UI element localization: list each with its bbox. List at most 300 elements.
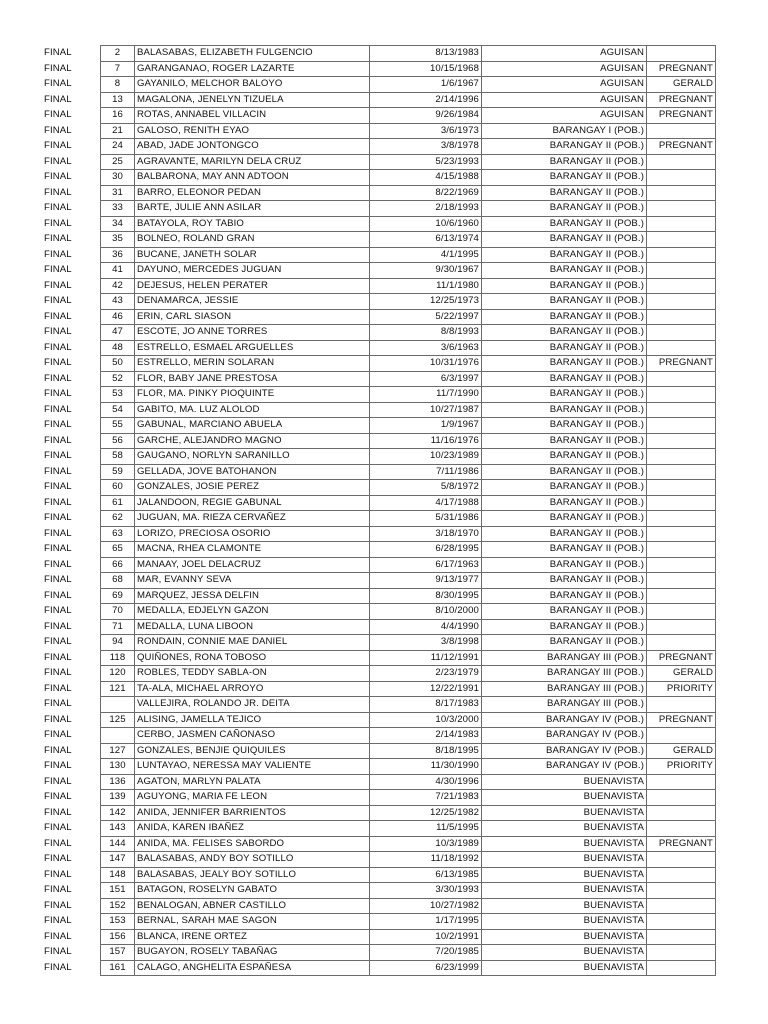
remark-cell: GERALD [647, 77, 716, 93]
full-name-cell: MEDALLA, LUNA LIBOON [135, 619, 370, 635]
full-name-cell: ALISING, JAMELLA TEJICO [135, 712, 370, 728]
birth-date-cell: 6/13/1974 [370, 232, 482, 248]
table-row [0, 46, 716, 62]
record-number-cell: 52 [101, 371, 135, 387]
full-name-cell: LUNTAYAO, NERESSA MAY VALIENTE [135, 759, 370, 775]
status-cell: FINAL [44, 884, 72, 896]
birth-date-cell: 2/14/1996 [370, 92, 482, 108]
status-cell: FINAL [44, 155, 72, 167]
status-cell: FINAL [44, 961, 72, 973]
barangay-cell: BARANGAY II (POB.) [482, 604, 647, 620]
birth-date-cell: 9/30/1967 [370, 263, 482, 279]
status-cell: FINAL [44, 47, 72, 59]
remark-cell [647, 185, 716, 201]
status-cell: FINAL [44, 450, 72, 462]
status-cell: FINAL [44, 930, 72, 942]
status-cell: FINAL [44, 419, 72, 431]
record-number-cell: 16 [101, 108, 135, 124]
record-number-cell: 153 [101, 914, 135, 930]
table-row [0, 650, 716, 666]
barangay-cell: BUENAVISTA [482, 805, 647, 821]
record-number-cell: 55 [101, 418, 135, 434]
full-name-cell: RONDAIN, CONNIE MAE DANIEL [135, 635, 370, 651]
full-name-cell: JUGUAN, MA. RIEZA CERVAÑEZ [135, 511, 370, 527]
remark-cell [647, 123, 716, 139]
table-row [0, 123, 716, 139]
barangay-cell: BARANGAY II (POB.) [482, 154, 647, 170]
full-name-cell: MARQUEZ, JESSA DELFIN [135, 588, 370, 604]
birth-date-cell: 3/8/1998 [370, 635, 482, 651]
table-row [0, 201, 716, 217]
remark-cell: PREGNANT [647, 108, 716, 124]
barangay-cell: BARANGAY II (POB.) [482, 619, 647, 635]
record-number-cell: 71 [101, 619, 135, 635]
table-row [0, 294, 716, 310]
full-name-cell: BARRO, ELEONOR PEDAN [135, 185, 370, 201]
table-row [0, 697, 716, 713]
table-row [0, 759, 716, 775]
birth-date-cell: 5/22/1997 [370, 309, 482, 325]
birth-date-cell: 11/1/1980 [370, 278, 482, 294]
status-cell: FINAL [44, 341, 72, 353]
remark-cell [647, 867, 716, 883]
record-number-cell: 66 [101, 557, 135, 573]
barangay-cell: BARANGAY II (POB.) [482, 232, 647, 248]
birth-date-cell: 6/17/1963 [370, 557, 482, 573]
remark-cell [647, 418, 716, 434]
record-number-cell: 148 [101, 867, 135, 883]
record-number-cell: 50 [101, 356, 135, 372]
barangay-cell: AGUISAN [482, 77, 647, 93]
remark-cell: PREGNANT [647, 356, 716, 372]
full-name-cell: AGRAVANTE, MARILYN DELA CRUZ [135, 154, 370, 170]
table-row [0, 914, 716, 930]
record-number-cell [101, 728, 135, 744]
remark-cell [647, 387, 716, 403]
status-cell: FINAL [44, 202, 72, 214]
birth-date-cell: 11/18/1992 [370, 852, 482, 868]
table-row [0, 821, 716, 837]
birth-date-cell: 7/20/1985 [370, 945, 482, 961]
barangay-cell: BARANGAY IV (POB.) [482, 743, 647, 759]
full-name-cell: GELLADA, JOVE BATOHANON [135, 464, 370, 480]
full-name-cell: BUGAYON, ROSELY TABAÑAG [135, 945, 370, 961]
status-cell: FINAL [44, 791, 72, 803]
barangay-cell: BARANGAY II (POB.) [482, 139, 647, 155]
table-row [0, 309, 716, 325]
full-name-cell: LORIZO, PRECIOSA OSORIO [135, 526, 370, 542]
record-number-cell: 63 [101, 526, 135, 542]
birth-date-cell: 5/23/1993 [370, 154, 482, 170]
barangay-cell: AGUISAN [482, 92, 647, 108]
birth-date-cell: 10/3/2000 [370, 712, 482, 728]
barangay-cell: BARANGAY II (POB.) [482, 418, 647, 434]
birth-date-cell: 10/6/1960 [370, 216, 482, 232]
table-row [0, 557, 716, 573]
barangay-cell: BARANGAY IV (POB.) [482, 728, 647, 744]
table-row [0, 263, 716, 279]
barangay-cell: BUENAVISTA [482, 821, 647, 837]
full-name-cell: JALANDOON, REGIE GABUNAL [135, 495, 370, 511]
record-number-cell: 130 [101, 759, 135, 775]
barangay-cell: AGUISAN [482, 61, 647, 77]
table-row [0, 247, 716, 263]
table-row [0, 945, 716, 961]
status-cell: FINAL [44, 806, 72, 818]
table-row [0, 743, 716, 759]
record-number-cell: 65 [101, 542, 135, 558]
status-cell: FINAL [44, 496, 72, 508]
record-number-cell: 33 [101, 201, 135, 217]
birth-date-cell: 2/23/1979 [370, 666, 482, 682]
full-name-cell: GAYANILO, MELCHOR BALOYO [135, 77, 370, 93]
record-number-cell: 61 [101, 495, 135, 511]
birth-date-cell: 11/16/1976 [370, 433, 482, 449]
barangay-cell: BUENAVISTA [482, 929, 647, 945]
birth-date-cell: 3/30/1993 [370, 883, 482, 899]
remark-cell [647, 588, 716, 604]
birth-date-cell: 3/6/1963 [370, 340, 482, 356]
table-row [0, 960, 716, 976]
full-name-cell: ROTAS, ANNABEL VILLACIN [135, 108, 370, 124]
remark-cell [647, 945, 716, 961]
birth-date-cell: 8/18/1995 [370, 743, 482, 759]
barangay-cell: BARANGAY II (POB.) [482, 433, 647, 449]
record-number-cell: 143 [101, 821, 135, 837]
full-name-cell: BERNAL, SARAH MAE SAGON [135, 914, 370, 930]
table-row [0, 542, 716, 558]
record-number-cell [101, 697, 135, 713]
status-cell: FINAL [44, 620, 72, 632]
status-cell: FINAL [44, 481, 72, 493]
status-cell: FINAL [44, 698, 72, 710]
barangay-cell: BARANGAY III (POB.) [482, 650, 647, 666]
status-cell: FINAL [44, 651, 72, 663]
status-cell: FINAL [44, 171, 72, 183]
remark-cell [647, 402, 716, 418]
remark-cell: PREGNANT [647, 712, 716, 728]
table-row [0, 883, 716, 899]
barangay-cell: BUENAVISTA [482, 898, 647, 914]
birth-date-cell: 10/15/1968 [370, 61, 482, 77]
record-number-cell: 25 [101, 154, 135, 170]
barangay-cell: BARANGAY II (POB.) [482, 185, 647, 201]
remark-cell [647, 433, 716, 449]
remark-cell [647, 232, 716, 248]
record-number-cell: 136 [101, 774, 135, 790]
table-row [0, 216, 716, 232]
birth-date-cell: 3/8/1978 [370, 139, 482, 155]
full-name-cell: BALASABAS, JEALY BOY SOTILLO [135, 867, 370, 883]
birth-date-cell: 6/23/1999 [370, 960, 482, 976]
birth-date-cell: 5/31/1986 [370, 511, 482, 527]
status-cell: FINAL [44, 109, 72, 121]
record-number-cell: 70 [101, 604, 135, 620]
birth-date-cell: 8/13/1983 [370, 46, 482, 62]
barangay-cell: BARANGAY II (POB.) [482, 573, 647, 589]
status-cell: FINAL [44, 372, 72, 384]
remark-cell [647, 635, 716, 651]
full-name-cell: BATAYOLA, ROY TABIO [135, 216, 370, 232]
full-name-cell: ROBLES, TEDDY SABLA-ON [135, 666, 370, 682]
barangay-cell: BUENAVISTA [482, 836, 647, 852]
birth-date-cell: 4/17/1988 [370, 495, 482, 511]
remark-cell [647, 247, 716, 263]
remark-cell [647, 790, 716, 806]
table-row [0, 139, 716, 155]
remark-cell [647, 340, 716, 356]
record-number-cell: 7 [101, 61, 135, 77]
birth-date-cell: 8/22/1969 [370, 185, 482, 201]
table-row [0, 929, 716, 945]
table-row [0, 170, 716, 186]
status-cell: FINAL [44, 713, 72, 725]
table-row [0, 635, 716, 651]
record-number-cell: 21 [101, 123, 135, 139]
status-cell: FINAL [44, 233, 72, 245]
table-row [0, 278, 716, 294]
status-cell: FINAL [44, 465, 72, 477]
barangay-cell: BUENAVISTA [482, 867, 647, 883]
table-row [0, 836, 716, 852]
remark-cell: GERALD [647, 743, 716, 759]
status-cell: FINAL [44, 667, 72, 679]
birth-date-cell: 10/27/1982 [370, 898, 482, 914]
remark-cell [647, 449, 716, 465]
birth-date-cell: 9/13/1977 [370, 573, 482, 589]
status-cell: FINAL [44, 837, 72, 849]
remark-cell [647, 325, 716, 341]
table-row [0, 154, 716, 170]
table-row [0, 340, 716, 356]
table-row [0, 526, 716, 542]
remark-cell [647, 604, 716, 620]
barangay-cell: BARANGAY II (POB.) [482, 635, 647, 651]
birth-date-cell: 9/26/1984 [370, 108, 482, 124]
status-cell: FINAL [44, 946, 72, 958]
record-number-cell: 30 [101, 170, 135, 186]
birth-date-cell: 1/17/1995 [370, 914, 482, 930]
record-number-cell: 47 [101, 325, 135, 341]
record-number-cell: 142 [101, 805, 135, 821]
birth-date-cell: 4/30/1996 [370, 774, 482, 790]
full-name-cell: BLANCA, IRENE ORTEZ [135, 929, 370, 945]
table-body [0, 46, 716, 976]
table-row [0, 619, 716, 635]
full-name-cell: ERIN, CARL SIASON [135, 309, 370, 325]
status-cell: FINAL [44, 636, 72, 648]
birth-date-cell: 2/18/1993 [370, 201, 482, 217]
table-row [0, 449, 716, 465]
full-name-cell: FLOR, MA. PINKY PIOQUINTE [135, 387, 370, 403]
remark-cell [647, 371, 716, 387]
record-number-cell: 151 [101, 883, 135, 899]
table-row [0, 495, 716, 511]
birth-date-cell: 8/8/1993 [370, 325, 482, 341]
remark-cell [647, 294, 716, 310]
record-number-cell: 48 [101, 340, 135, 356]
record-number-cell: 54 [101, 402, 135, 418]
table-row [0, 402, 716, 418]
beneficiary-table [0, 45, 716, 976]
remark-cell [647, 278, 716, 294]
barangay-cell: BARANGAY II (POB.) [482, 371, 647, 387]
birth-date-cell: 11/12/1991 [370, 650, 482, 666]
status-cell: FINAL [44, 186, 72, 198]
remark-cell: PRIORITY [647, 759, 716, 775]
remark-cell [647, 728, 716, 744]
table-row [0, 325, 716, 341]
barangay-cell: BARANGAY II (POB.) [482, 449, 647, 465]
barangay-cell: BARANGAY II (POB.) [482, 480, 647, 496]
status-cell: FINAL [44, 434, 72, 446]
barangay-cell: BARANGAY III (POB.) [482, 666, 647, 682]
record-number-cell: 46 [101, 309, 135, 325]
record-number-cell: 58 [101, 449, 135, 465]
full-name-cell: GONZALES, BENJIE QUIQUILES [135, 743, 370, 759]
barangay-cell: AGUISAN [482, 108, 647, 124]
barangay-cell: BARANGAY II (POB.) [482, 387, 647, 403]
table-row [0, 681, 716, 697]
record-number-cell: 56 [101, 433, 135, 449]
record-number-cell: 125 [101, 712, 135, 728]
full-name-cell: MANAAY, JOEL DELACRUZ [135, 557, 370, 573]
record-number-cell: 53 [101, 387, 135, 403]
record-number-cell: 152 [101, 898, 135, 914]
barangay-cell: BARANGAY II (POB.) [482, 278, 647, 294]
record-number-cell: 120 [101, 666, 135, 682]
status-cell: FINAL [44, 124, 72, 136]
remark-cell [647, 495, 716, 511]
table-row [0, 356, 716, 372]
remark-cell [647, 526, 716, 542]
table-row [0, 185, 716, 201]
record-number-cell: 42 [101, 278, 135, 294]
remark-cell [647, 170, 716, 186]
remark-cell: PREGNANT [647, 139, 716, 155]
full-name-cell: MAR, EVANNY SEVA [135, 573, 370, 589]
status-cell: FINAL [44, 140, 72, 152]
barangay-cell: BARANGAY II (POB.) [482, 495, 647, 511]
record-number-cell: 34 [101, 216, 135, 232]
record-number-cell: 2 [101, 46, 135, 62]
barangay-cell: BUENAVISTA [482, 945, 647, 961]
barangay-cell: BARANGAY II (POB.) [482, 216, 647, 232]
status-cell: FINAL [44, 868, 72, 880]
record-number-cell: 35 [101, 232, 135, 248]
full-name-cell: ESCOTE, JO ANNE TORRES [135, 325, 370, 341]
birth-date-cell: 10/27/1987 [370, 402, 482, 418]
remark-cell [647, 898, 716, 914]
record-number-cell: 62 [101, 511, 135, 527]
full-name-cell: VALLEJIRA, ROLANDO JR. DEITA [135, 697, 370, 713]
status-cell: FINAL [44, 899, 72, 911]
birth-date-cell: 4/1/1995 [370, 247, 482, 263]
record-number-cell: 68 [101, 573, 135, 589]
full-name-cell: BOLNEO, ROLAND GRAN [135, 232, 370, 248]
birth-date-cell: 5/8/1972 [370, 480, 482, 496]
remark-cell [647, 480, 716, 496]
status-cell: FINAL [44, 775, 72, 787]
full-name-cell: AGUYONG, MARIA FE LEON [135, 790, 370, 806]
birth-date-cell: 11/30/1990 [370, 759, 482, 775]
status-cell: FINAL [44, 326, 72, 338]
full-name-cell: BUCANE, JANETH SOLAR [135, 247, 370, 263]
full-name-cell: GARCHE, ALEJANDRO MAGNO [135, 433, 370, 449]
remark-cell [647, 929, 716, 945]
full-name-cell: GALOSO, RENITH EYAO [135, 123, 370, 139]
birth-date-cell: 3/18/1970 [370, 526, 482, 542]
full-name-cell: AGATON, MARLYN PALATA [135, 774, 370, 790]
birth-date-cell: 1/6/1967 [370, 77, 482, 93]
table-row [0, 232, 716, 248]
barangay-cell: BARANGAY II (POB.) [482, 340, 647, 356]
barangay-cell: BARANGAY IV (POB.) [482, 759, 647, 775]
birth-date-cell: 6/13/1985 [370, 867, 482, 883]
remark-cell: GERALD [647, 666, 716, 682]
status-cell: FINAL [44, 279, 72, 291]
table-row [0, 790, 716, 806]
status-cell: FINAL [44, 744, 72, 756]
full-name-cell: ANIDA, JENNIFER BARRIENTOS [135, 805, 370, 821]
status-cell: FINAL [44, 62, 72, 74]
remark-cell [647, 464, 716, 480]
status-cell: FINAL [44, 217, 72, 229]
barangay-cell: BUENAVISTA [482, 960, 647, 976]
status-cell: FINAL [44, 248, 72, 260]
barangay-cell: BUENAVISTA [482, 914, 647, 930]
birth-date-cell: 4/4/1990 [370, 619, 482, 635]
record-number-cell: 147 [101, 852, 135, 868]
full-name-cell: FLOR, BABY JANE PRESTOSA [135, 371, 370, 387]
remark-cell [647, 263, 716, 279]
table-row [0, 108, 716, 124]
birth-date-cell: 4/15/1988 [370, 170, 482, 186]
remark-cell [647, 309, 716, 325]
table-row [0, 588, 716, 604]
full-name-cell: CALAGO, ANGHELITA ESPAÑESA [135, 960, 370, 976]
full-name-cell: GARANGANAO, ROGER LAZARTE [135, 61, 370, 77]
record-number-cell: 36 [101, 247, 135, 263]
record-number-cell: 31 [101, 185, 135, 201]
full-name-cell: BALBARONA, MAY ANN ADTOON [135, 170, 370, 186]
table-row [0, 852, 716, 868]
status-cell: FINAL [44, 543, 72, 555]
full-name-cell: MAGALONA, JENELYN TIZUELA [135, 92, 370, 108]
birth-date-cell: 6/3/1997 [370, 371, 482, 387]
status-cell: FINAL [44, 310, 72, 322]
record-number-cell: 59 [101, 464, 135, 480]
table-row [0, 666, 716, 682]
remark-cell: PREGNANT [647, 92, 716, 108]
barangay-cell: BARANGAY II (POB.) [482, 325, 647, 341]
barangay-cell: BUENAVISTA [482, 883, 647, 899]
full-name-cell: BALASABAS, ANDY BOY SOTILLO [135, 852, 370, 868]
full-name-cell: ESTRELLO, ESMAEL ARGUELLES [135, 340, 370, 356]
status-cell: FINAL [44, 558, 72, 570]
full-name-cell: ESTRELLO, MERIN SOLARAN [135, 356, 370, 372]
record-number-cell: 60 [101, 480, 135, 496]
barangay-cell: BARANGAY II (POB.) [482, 356, 647, 372]
barangay-cell: BUENAVISTA [482, 774, 647, 790]
status-cell: FINAL [44, 357, 72, 369]
status-cell: FINAL [44, 729, 72, 741]
remark-cell: PRIORITY [647, 681, 716, 697]
table-row [0, 371, 716, 387]
record-number-cell: 8 [101, 77, 135, 93]
full-name-cell: GAUGANO, NORLYN SARANILLO [135, 449, 370, 465]
table-row [0, 387, 716, 403]
